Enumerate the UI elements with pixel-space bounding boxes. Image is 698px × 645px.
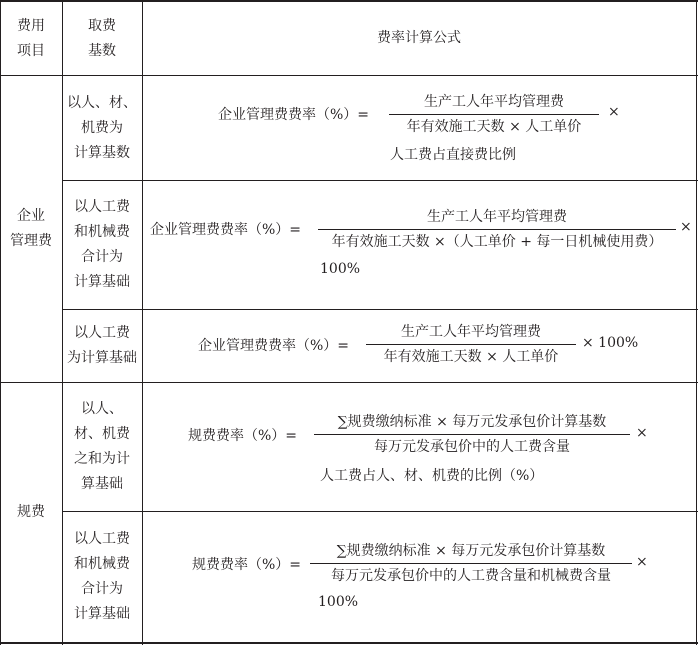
group-name: 规费	[17, 504, 45, 520]
numerator: ∑规费缴纳标准 × 每万元发承包价计算基数	[336, 543, 606, 559]
numerator: 生产工人年平均管理费	[401, 324, 541, 340]
formula-tail: 100%	[318, 594, 359, 610]
basis-cell	[62, 76, 142, 180]
basis-text: 计算基础	[74, 606, 130, 622]
formula-tail: 100%	[320, 261, 361, 277]
basis-text: 和机械费	[74, 556, 130, 572]
header-fee-basis	[62, 2, 142, 75]
multiply-sign: ×	[636, 425, 648, 441]
fraction-bar	[389, 114, 599, 115]
formula-lhs: 企业管理费费率（%）=	[198, 338, 350, 354]
formula-tail: 人工费占人、材、机费的比例（%）	[320, 468, 544, 484]
header-text: 费率计算公式	[377, 30, 461, 46]
header-rate-formula	[142, 2, 696, 75]
formula-lhs: 规费费率（%）=	[192, 557, 302, 573]
basis-text: 为计算基础	[67, 350, 137, 366]
header-text: 基数	[88, 42, 116, 59]
formula-cell	[142, 383, 696, 511]
basis-text: 算基础	[81, 476, 123, 492]
group-enterprise-management-fee	[0, 76, 62, 382]
numerator: 生产工人年平均管理费	[424, 94, 564, 110]
basis-text: 以人工费	[74, 531, 130, 547]
denominator: 每万元发承包价中的人工费含量	[374, 439, 570, 455]
table-right-border	[696, 0, 697, 645]
multiply-sign: ×	[680, 219, 692, 235]
basis-text: 以人工费	[74, 199, 130, 215]
formula-lhs: 企业管理费费率（%）=	[150, 222, 302, 238]
basis-text: 计算基数	[74, 144, 130, 161]
basis-text: 之和为计	[74, 451, 130, 467]
fraction	[310, 541, 632, 586]
denominator: 年有效施工天数 × 人工单价	[383, 349, 559, 365]
numerator: 生产工人年平均管理费	[427, 209, 567, 225]
fraction-bar	[366, 344, 576, 345]
multiply-sign: ×	[636, 554, 648, 570]
group-name: 管理费	[10, 233, 52, 249]
formula-cell	[142, 76, 696, 180]
basis-text: 机费为	[81, 119, 123, 136]
basis-text: 和机械费	[74, 224, 130, 240]
formula-cell	[142, 181, 696, 309]
formula-tail: 人工费占直接费比例	[390, 147, 516, 163]
basis-text: 以人、材、	[67, 94, 137, 111]
fraction	[366, 322, 576, 367]
header-fee-item	[0, 2, 62, 75]
fraction	[314, 412, 630, 457]
basis-cell	[62, 181, 142, 309]
basis-text: 合计为	[81, 249, 123, 265]
header-text: 取费	[88, 17, 116, 34]
group-statutory-fee	[0, 383, 62, 642]
multiply-sign: ×	[608, 104, 620, 120]
basis-cell	[62, 512, 142, 642]
header-text: 项目	[17, 42, 45, 59]
fraction-bar	[314, 434, 630, 435]
formula-lhs: 规费费率（%）=	[188, 428, 298, 444]
multiply-sign: × 100%	[582, 335, 639, 351]
basis-cell	[62, 383, 142, 511]
fraction	[318, 207, 676, 252]
fraction-bar	[318, 229, 676, 230]
denominator: 年有效施工天数 ×（人工单价 + 每一日机械使用费）	[331, 234, 663, 250]
formula-cell	[142, 310, 696, 382]
formula-cell	[142, 512, 696, 642]
group-name: 企业	[17, 208, 45, 224]
table-bottom-border	[0, 642, 698, 644]
basis-text: 以人工费	[74, 325, 130, 341]
basis-text: 材、机费	[74, 426, 130, 442]
formula-lhs: 企业管理费费率（%）=	[218, 107, 370, 123]
header-text: 费用	[17, 17, 45, 34]
basis-cell	[62, 310, 142, 382]
denominator: 每万元发承包价中的人工费含量和机械费含量	[331, 568, 611, 584]
basis-text: 计算基础	[74, 274, 130, 290]
basis-text: 以人、	[81, 401, 123, 417]
fraction	[389, 92, 599, 137]
basis-text: 合计为	[81, 581, 123, 597]
denominator: 年有效施工天数 × 人工单价	[406, 119, 582, 135]
fraction-bar	[310, 563, 632, 564]
numerator: ∑规费缴纳标准 × 每万元发承包价计算基数	[337, 414, 607, 430]
